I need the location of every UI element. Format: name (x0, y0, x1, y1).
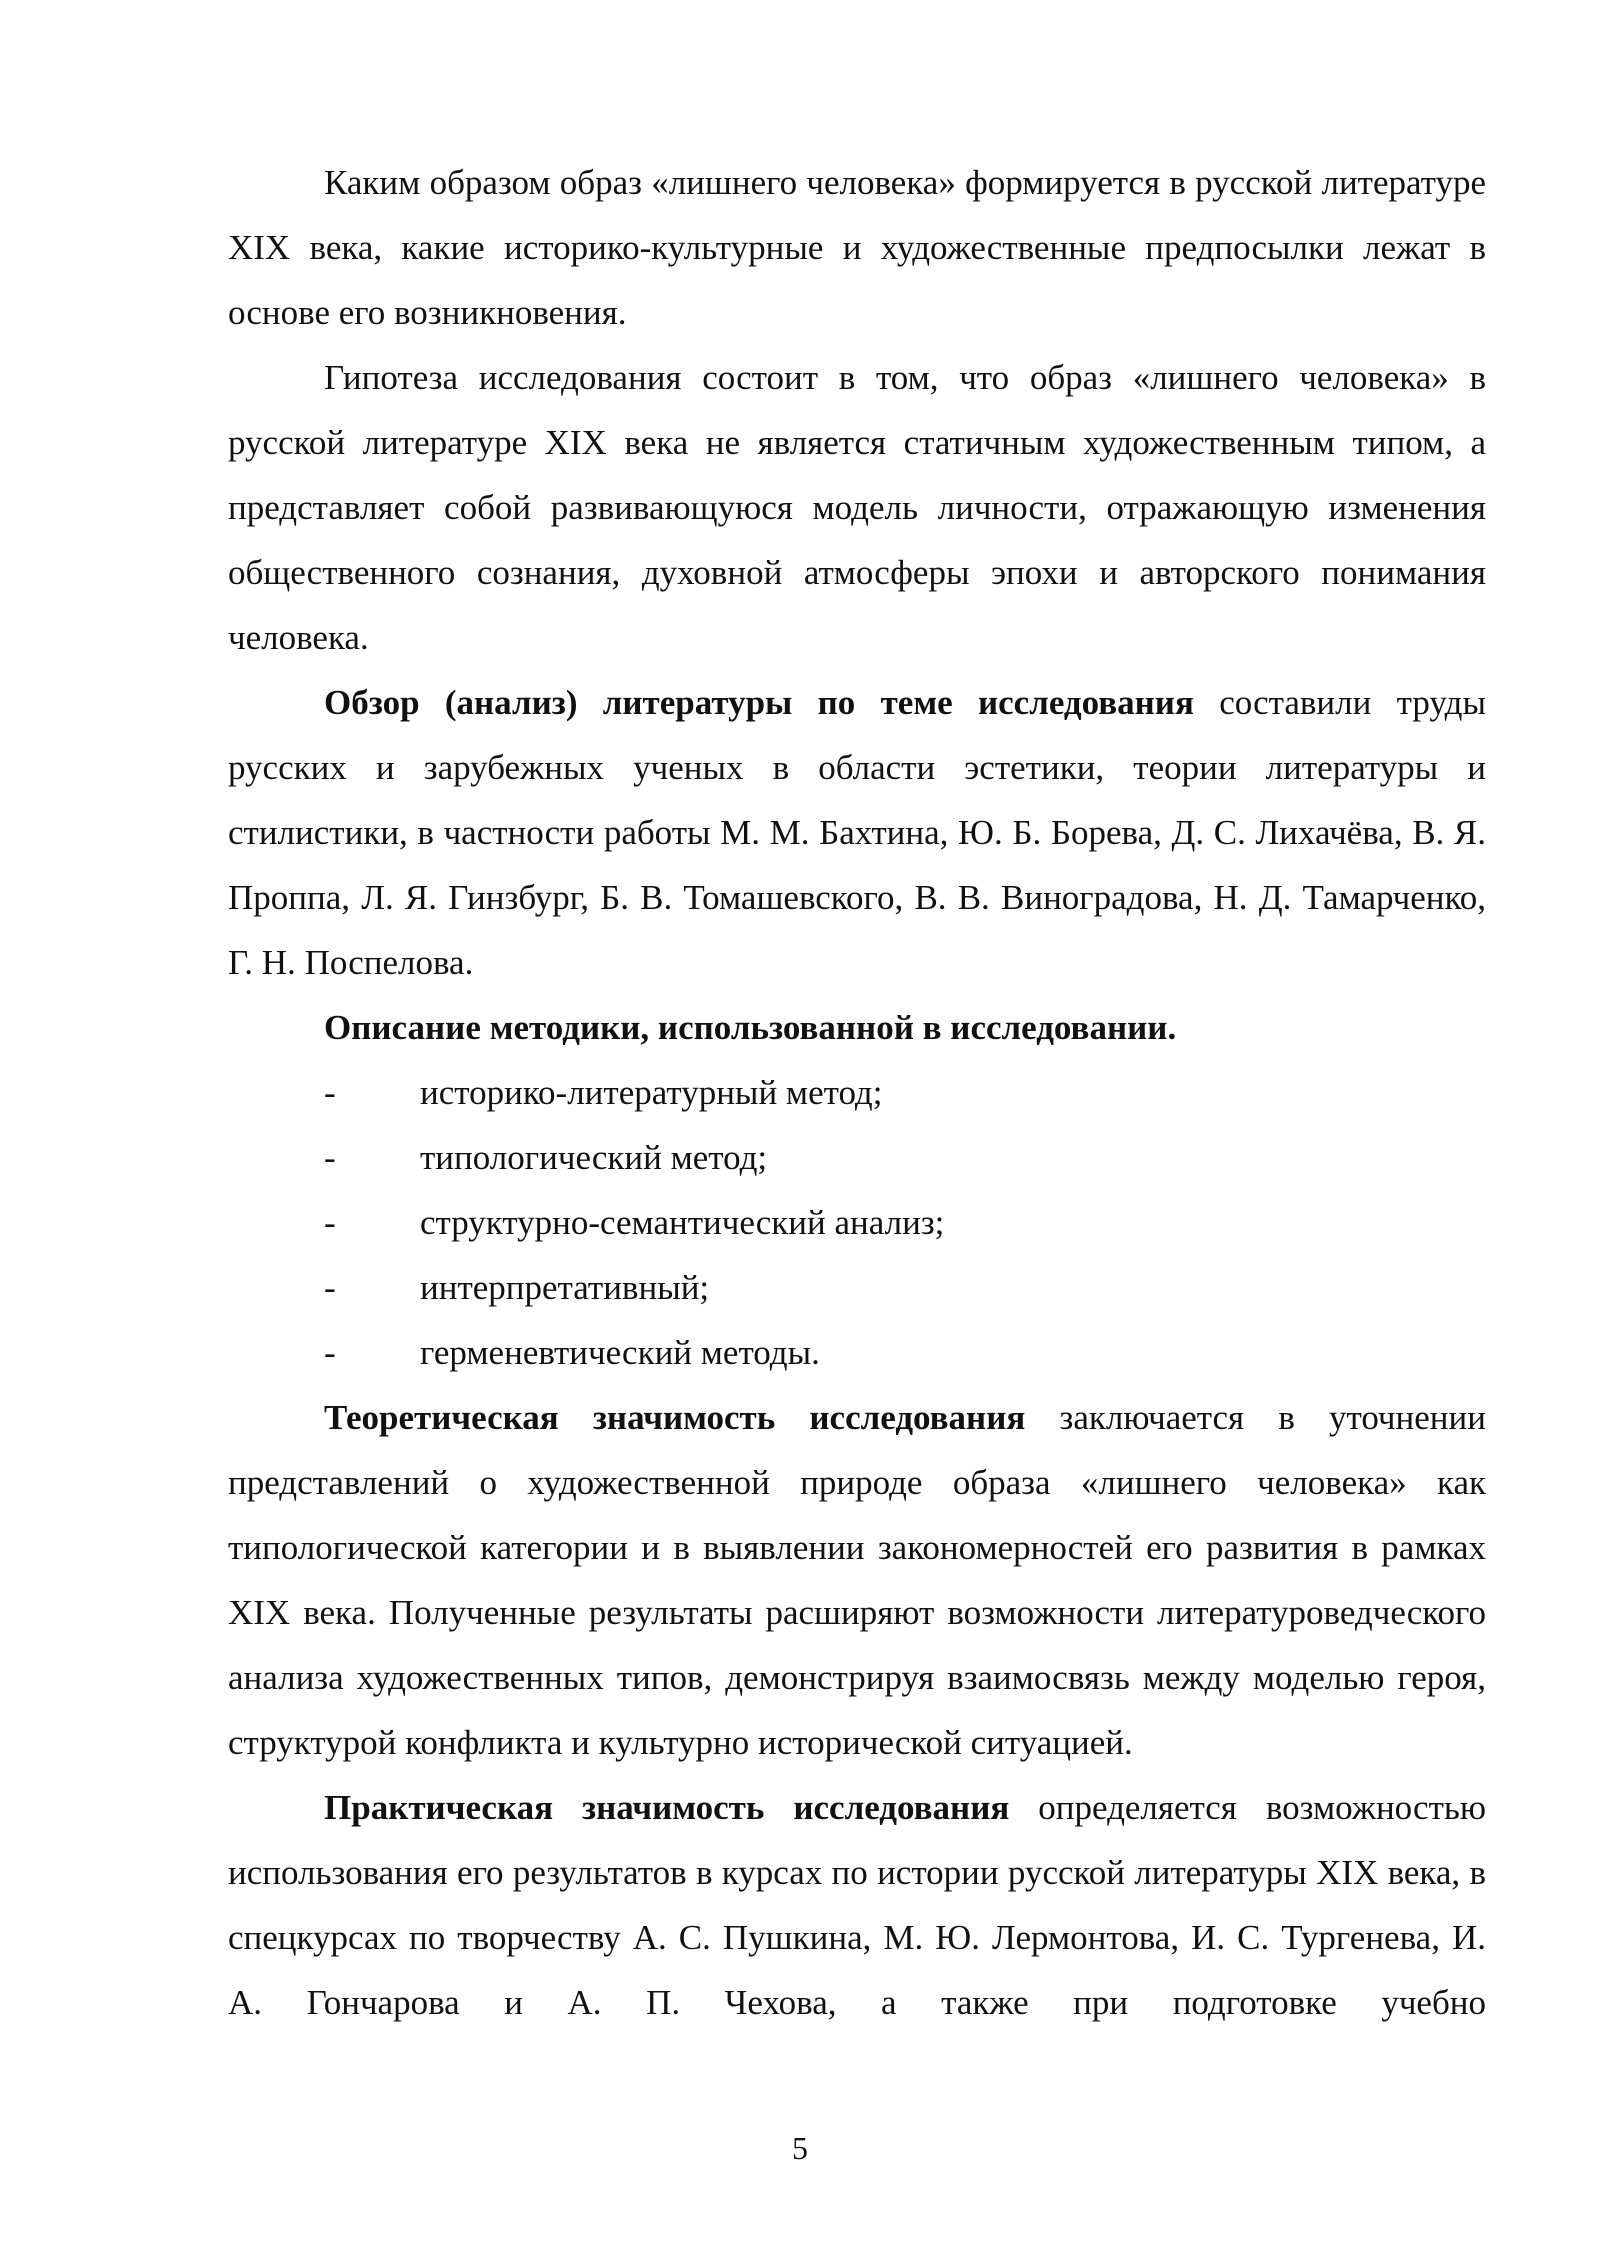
list-marker: - (324, 1268, 336, 1307)
list-item-text: структурно-семантический анализ; (420, 1203, 945, 1242)
practical-significance-lead: Практическая значимость исследования (324, 1788, 1010, 1827)
literature-review-lead: Обзор (анализ) литературы по теме исследования (324, 683, 1194, 722)
list-item (228, 1125, 1486, 1190)
research-question-paragraph: Каким образом образ «лишнего человека» формируется в русской литературе XIX века, какие историко-культурные и художественные предпосылки лежат в основе его возникновения. (228, 163, 1486, 332)
list-item-text: интерпретативный; (420, 1268, 710, 1307)
list-item (228, 1255, 1486, 1320)
list-marker: - (324, 1203, 336, 1242)
literature-review-paragraph (228, 670, 1486, 995)
list-marker: - (324, 1333, 336, 1372)
list-item-text: типологический метод; (420, 1138, 768, 1177)
list-item-text: историко-литературный метод; (420, 1073, 883, 1112)
theoretical-significance-text: заключается в уточнении представлений о художественной природе образа «лишнего человека» как типологической категории и в выявлении закономерностей его развития в рамках XIX века. Полученные результаты расширяют возможности литературоведческого анализа художественных типов, демонстрируя взаимосвязь между моделью героя, структурой конфликта и культурно исторической ситуацией. (228, 1398, 1486, 1762)
hypothesis-paragraph: Гипотеза исследования состоит в том, что образ «лишнего человека» в русской литературе XIX века не является статичным художественным типом, а представляет собой развивающуюся модель личности, отражающую изменения общественного сознания, духовной атмосферы эпохи и авторского понимания человека. (228, 358, 1486, 657)
methods-heading: Описание методики, использованной в исследовании. (324, 1008, 1177, 1047)
document-page (228, 150, 1486, 2035)
list-marker: - (324, 1073, 336, 1112)
practical-significance-paragraph (228, 1775, 1486, 2035)
list-item (228, 1320, 1486, 1385)
literature-review-text: составили труды русских и зарубежных ученых в области эстетики, теории литературы и стилистики, в частности работы М. М. Бахтина, Ю. Б. Борева, Д. С. Лихачёва, В. Я. Проппа, Л. Я. Гинзбург, Б. В. Томашевского, В. В. Виноградова, Н. Д. Тамарченко, Г. Н. Поспелова. (228, 683, 1487, 982)
list-item-text: герменевтический методы. (420, 1333, 820, 1372)
list-marker: - (324, 1138, 336, 1177)
list-item (228, 1060, 1486, 1125)
methods-list (228, 1060, 1486, 1385)
page-number: 5 (792, 2130, 808, 2166)
practical-significance-text: определяется возможностью использования его результатов в курсах по истории русской литературы XIX века, в спецкурсах по творчеству А. С. Пушкина, М. Ю. Лермонтова, И. С. Тургенева, И. А. Гончарова и А. П. Чехова, а также при подготовке учебно (228, 1788, 1486, 2022)
theoretical-significance-paragraph (228, 1385, 1486, 1775)
theoretical-significance-lead: Теоретическая значимость исследования (324, 1398, 1026, 1437)
list-item (228, 1190, 1486, 1255)
